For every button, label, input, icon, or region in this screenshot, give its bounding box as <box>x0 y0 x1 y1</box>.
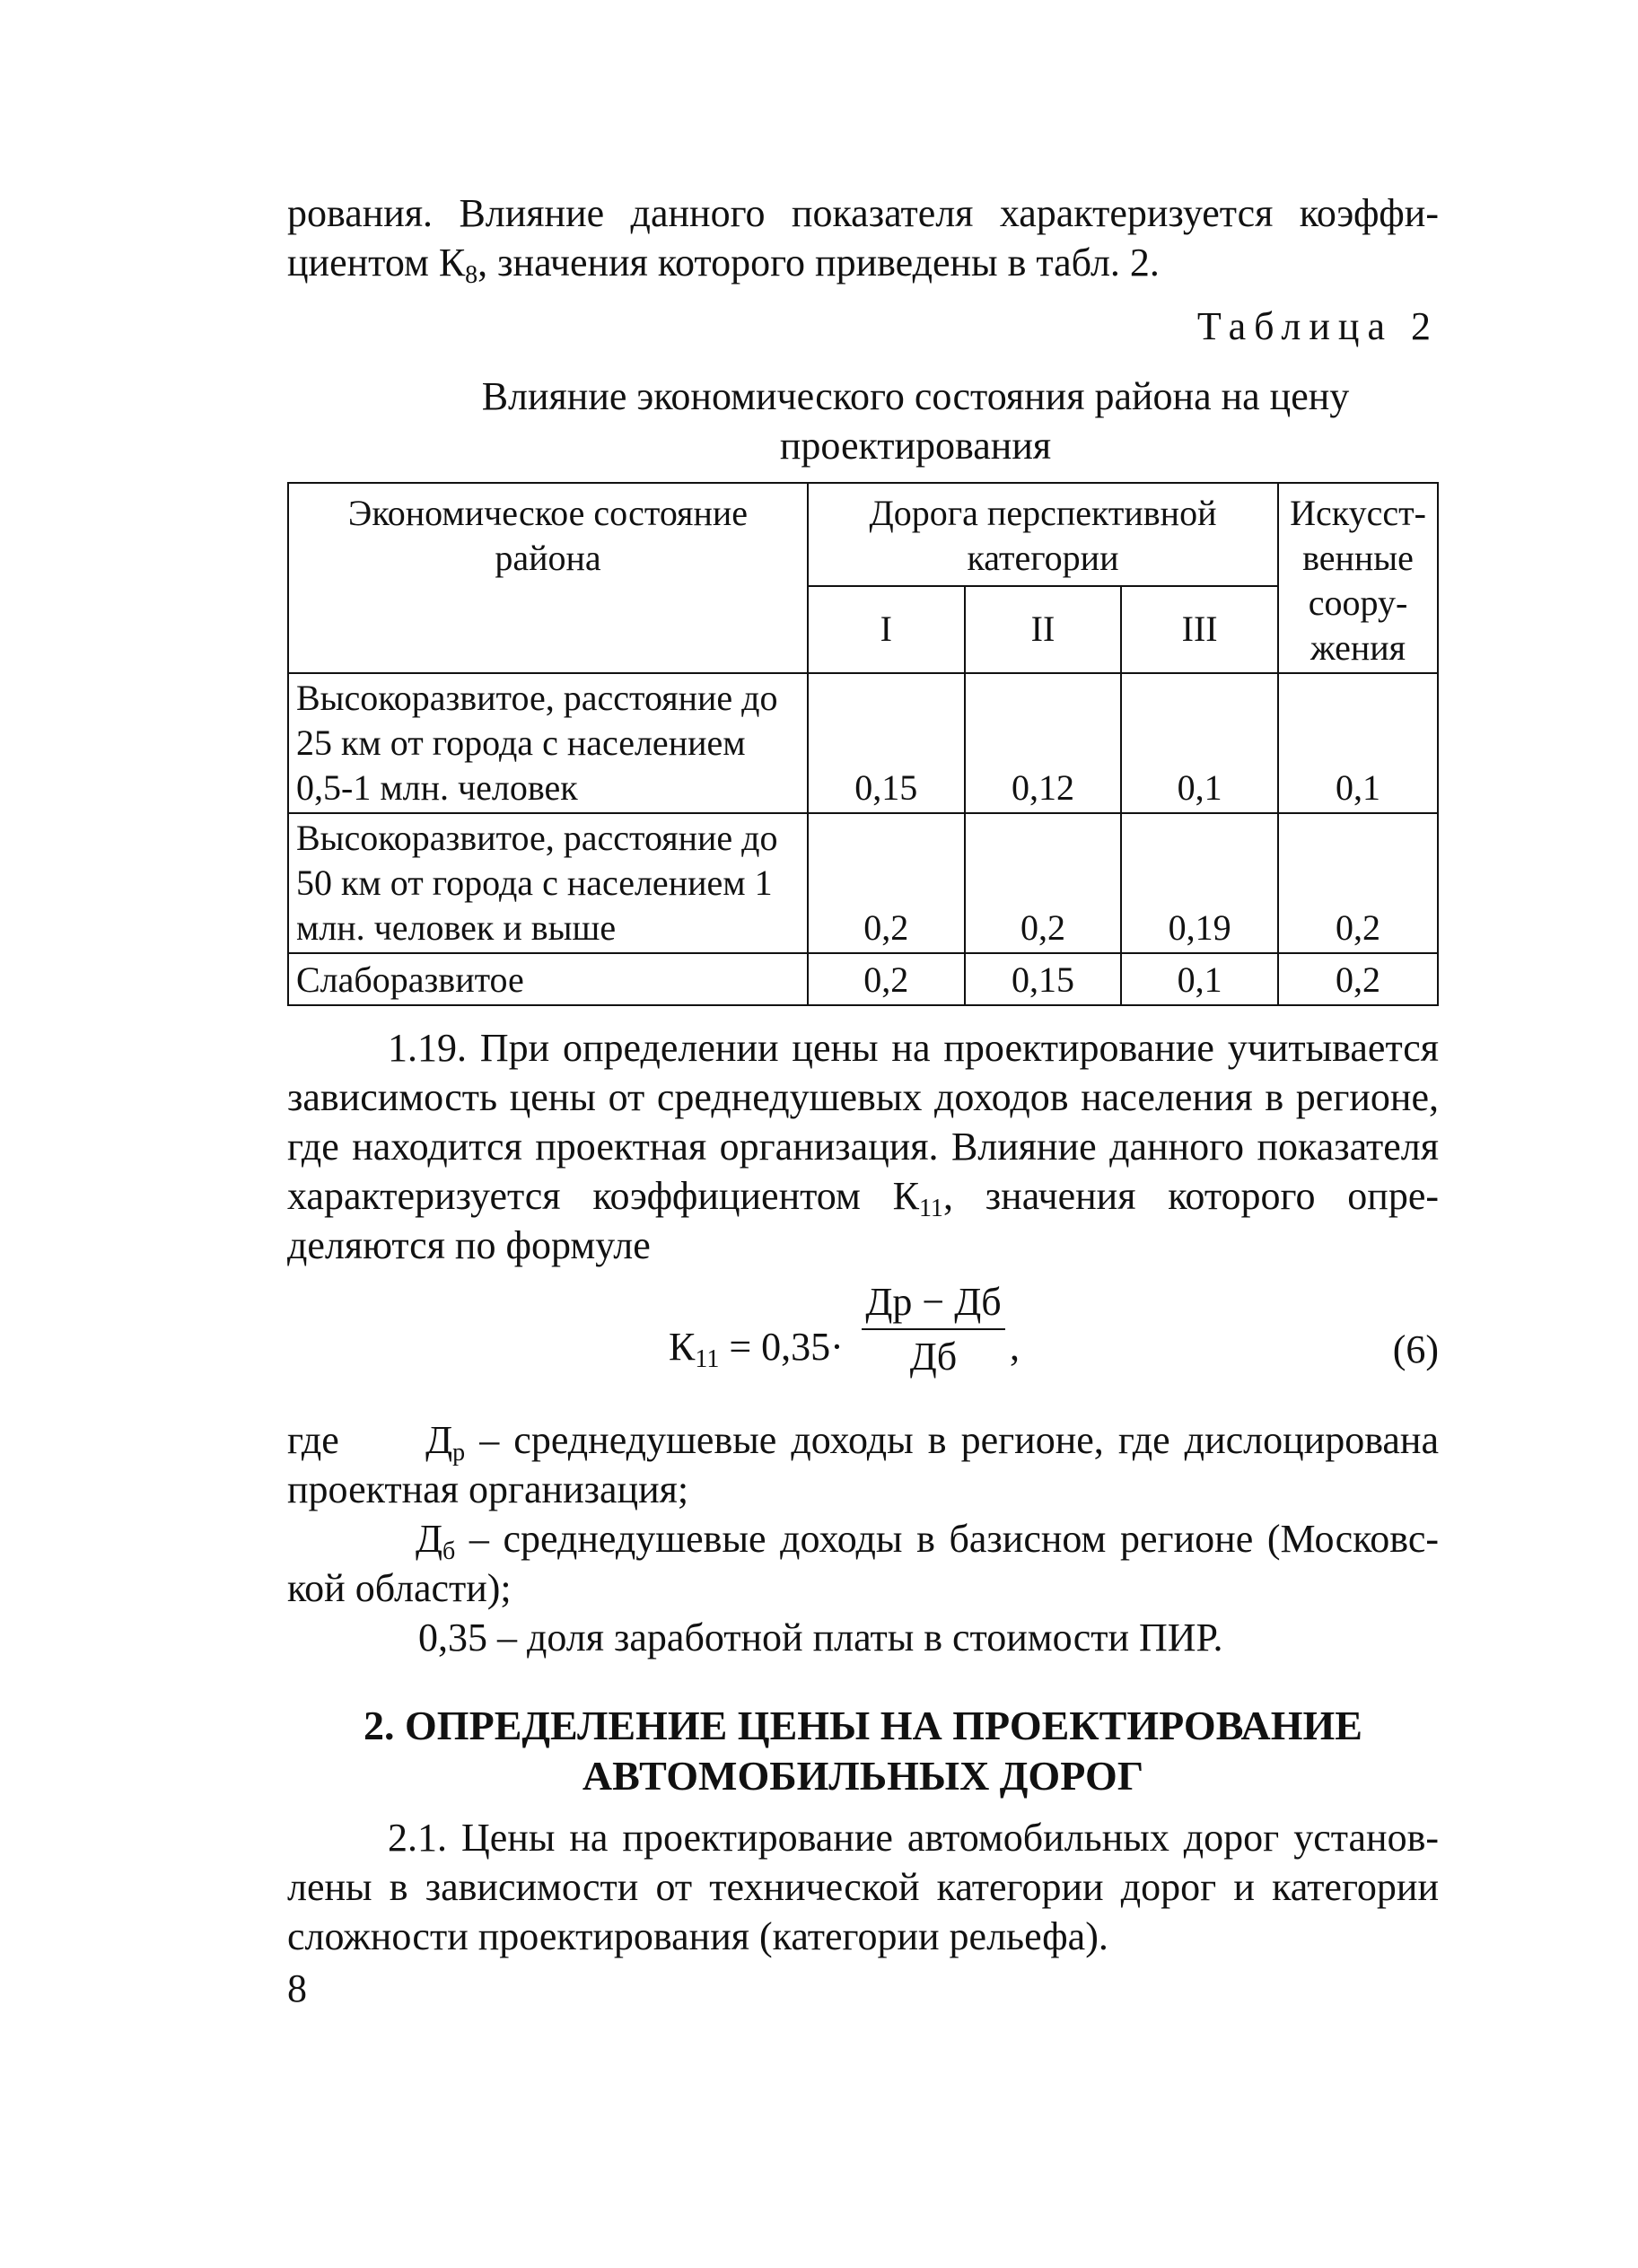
subheader-cat-3: III <box>1121 586 1278 673</box>
formula-k11 <box>669 1279 1117 1414</box>
coefficient-table <box>287 482 1439 1006</box>
row-value: 0,1 <box>1278 673 1438 813</box>
table-row <box>288 953 1438 1005</box>
para-1-19-line-3: где находится проектная организация. Влияние данного показателя <box>287 1125 1439 1169</box>
para-1-19-line-2: зависимость цены от среднедушевых доходов населения в регионе, <box>287 1075 1439 1119</box>
formula-comma: , <box>1010 1325 1020 1369</box>
row-value: 0,2 <box>808 953 965 1005</box>
header-road-category: Дорога перспективной категории <box>808 483 1278 586</box>
table-row <box>288 813 1438 953</box>
row-value: 0,1 <box>1121 953 1278 1005</box>
para-1-19-line-5: деляются по формуле <box>287 1223 651 1267</box>
definition-2: $Д_б$ – среднедушевые доходы в базисном регионе (Московс- <box>416 1517 1439 1565</box>
definition-1: где $Д_р$ – среднедушевые доходы в регионе, где дислоцирована <box>287 1418 1439 1467</box>
para-2-1-line-3: сложности проектирования (категории рельефа). <box>287 1914 1108 1958</box>
intro-line-2: циентом $К_8$, значения которого приведены в табл. 2. <box>287 241 1160 289</box>
header-structures: Искусст-венные соору-жения <box>1278 483 1438 673</box>
row-label: Слаборазвитое <box>288 953 808 1005</box>
header-economic-state: Экономическое состояние района <box>288 483 808 673</box>
para-1-19-line-1: 1.19. При определении цены на проектирование учитывается <box>388 1026 1439 1070</box>
page-number: 8 <box>287 1966 307 2010</box>
formula-denominator: Дб <box>909 1335 958 1379</box>
row-value: 0,2 <box>808 813 965 953</box>
definition-3: 0,35 – доля заработной платы в стоимости ПИР. <box>418 1616 1223 1659</box>
equation-number: (6) <box>1392 1327 1439 1371</box>
definition-1-cont: проектная организация; <box>287 1467 689 1511</box>
para-2-1-line-2: лены в зависимости от технической категории дорог и категории <box>287 1865 1439 1909</box>
table-row <box>288 673 1438 813</box>
row-value: 0,15 <box>965 953 1122 1005</box>
para-1-19-line-4: характеризуется коэффициентом $К_{11}$, значения которого опре- <box>287 1174 1439 1222</box>
formula-fraction <box>862 1279 1005 1379</box>
subheader-cat-1: I <box>808 586 965 673</box>
definition-2-cont: кой области); <box>287 1566 512 1610</box>
formula-numerator: Др − Дб <box>862 1279 1005 1330</box>
section-heading-line-1: 2. ОПРЕДЕЛЕНИЕ ЦЕНЫ НА ПРОЕКТИРОВАНИЕ <box>364 1703 1362 1748</box>
subheader-cat-2: II <box>965 586 1122 673</box>
row-value: 0,1 <box>1121 673 1278 813</box>
row-label: Высокоразвитое, расстояние до 25 км от города с населением 0,5-1 млн. человек <box>288 673 808 813</box>
formula-lhs: $К_{11} = 0,35\cdot$ <box>669 1325 844 1373</box>
section-heading <box>287 1701 1439 1801</box>
row-label: Высокоразвитое, расстояние до 50 км от города с населением 1 млн. человек и выше <box>288 813 808 953</box>
section-heading-line-2: АВТОМОБИЛЬНЫХ ДОРОГ <box>582 1753 1144 1799</box>
row-value: 0,2 <box>1278 953 1438 1005</box>
para-2-1-line-1: 2.1. Цены на проектирование автомобильных дорог установ- <box>388 1816 1439 1860</box>
row-value: 0,12 <box>965 673 1122 813</box>
row-value: 0,2 <box>1278 813 1438 953</box>
intro-line-1: рования. Влияние данного показателя характеризуется коэффи- <box>287 191 1439 235</box>
row-value: 0,15 <box>808 673 965 813</box>
row-value: 0,2 <box>965 813 1122 953</box>
table-title: Влияние экономического состояния района на цену проектирования <box>481 374 1350 468</box>
table-label: Таблица 2 <box>1196 304 1439 348</box>
row-value: 0,19 <box>1121 813 1278 953</box>
